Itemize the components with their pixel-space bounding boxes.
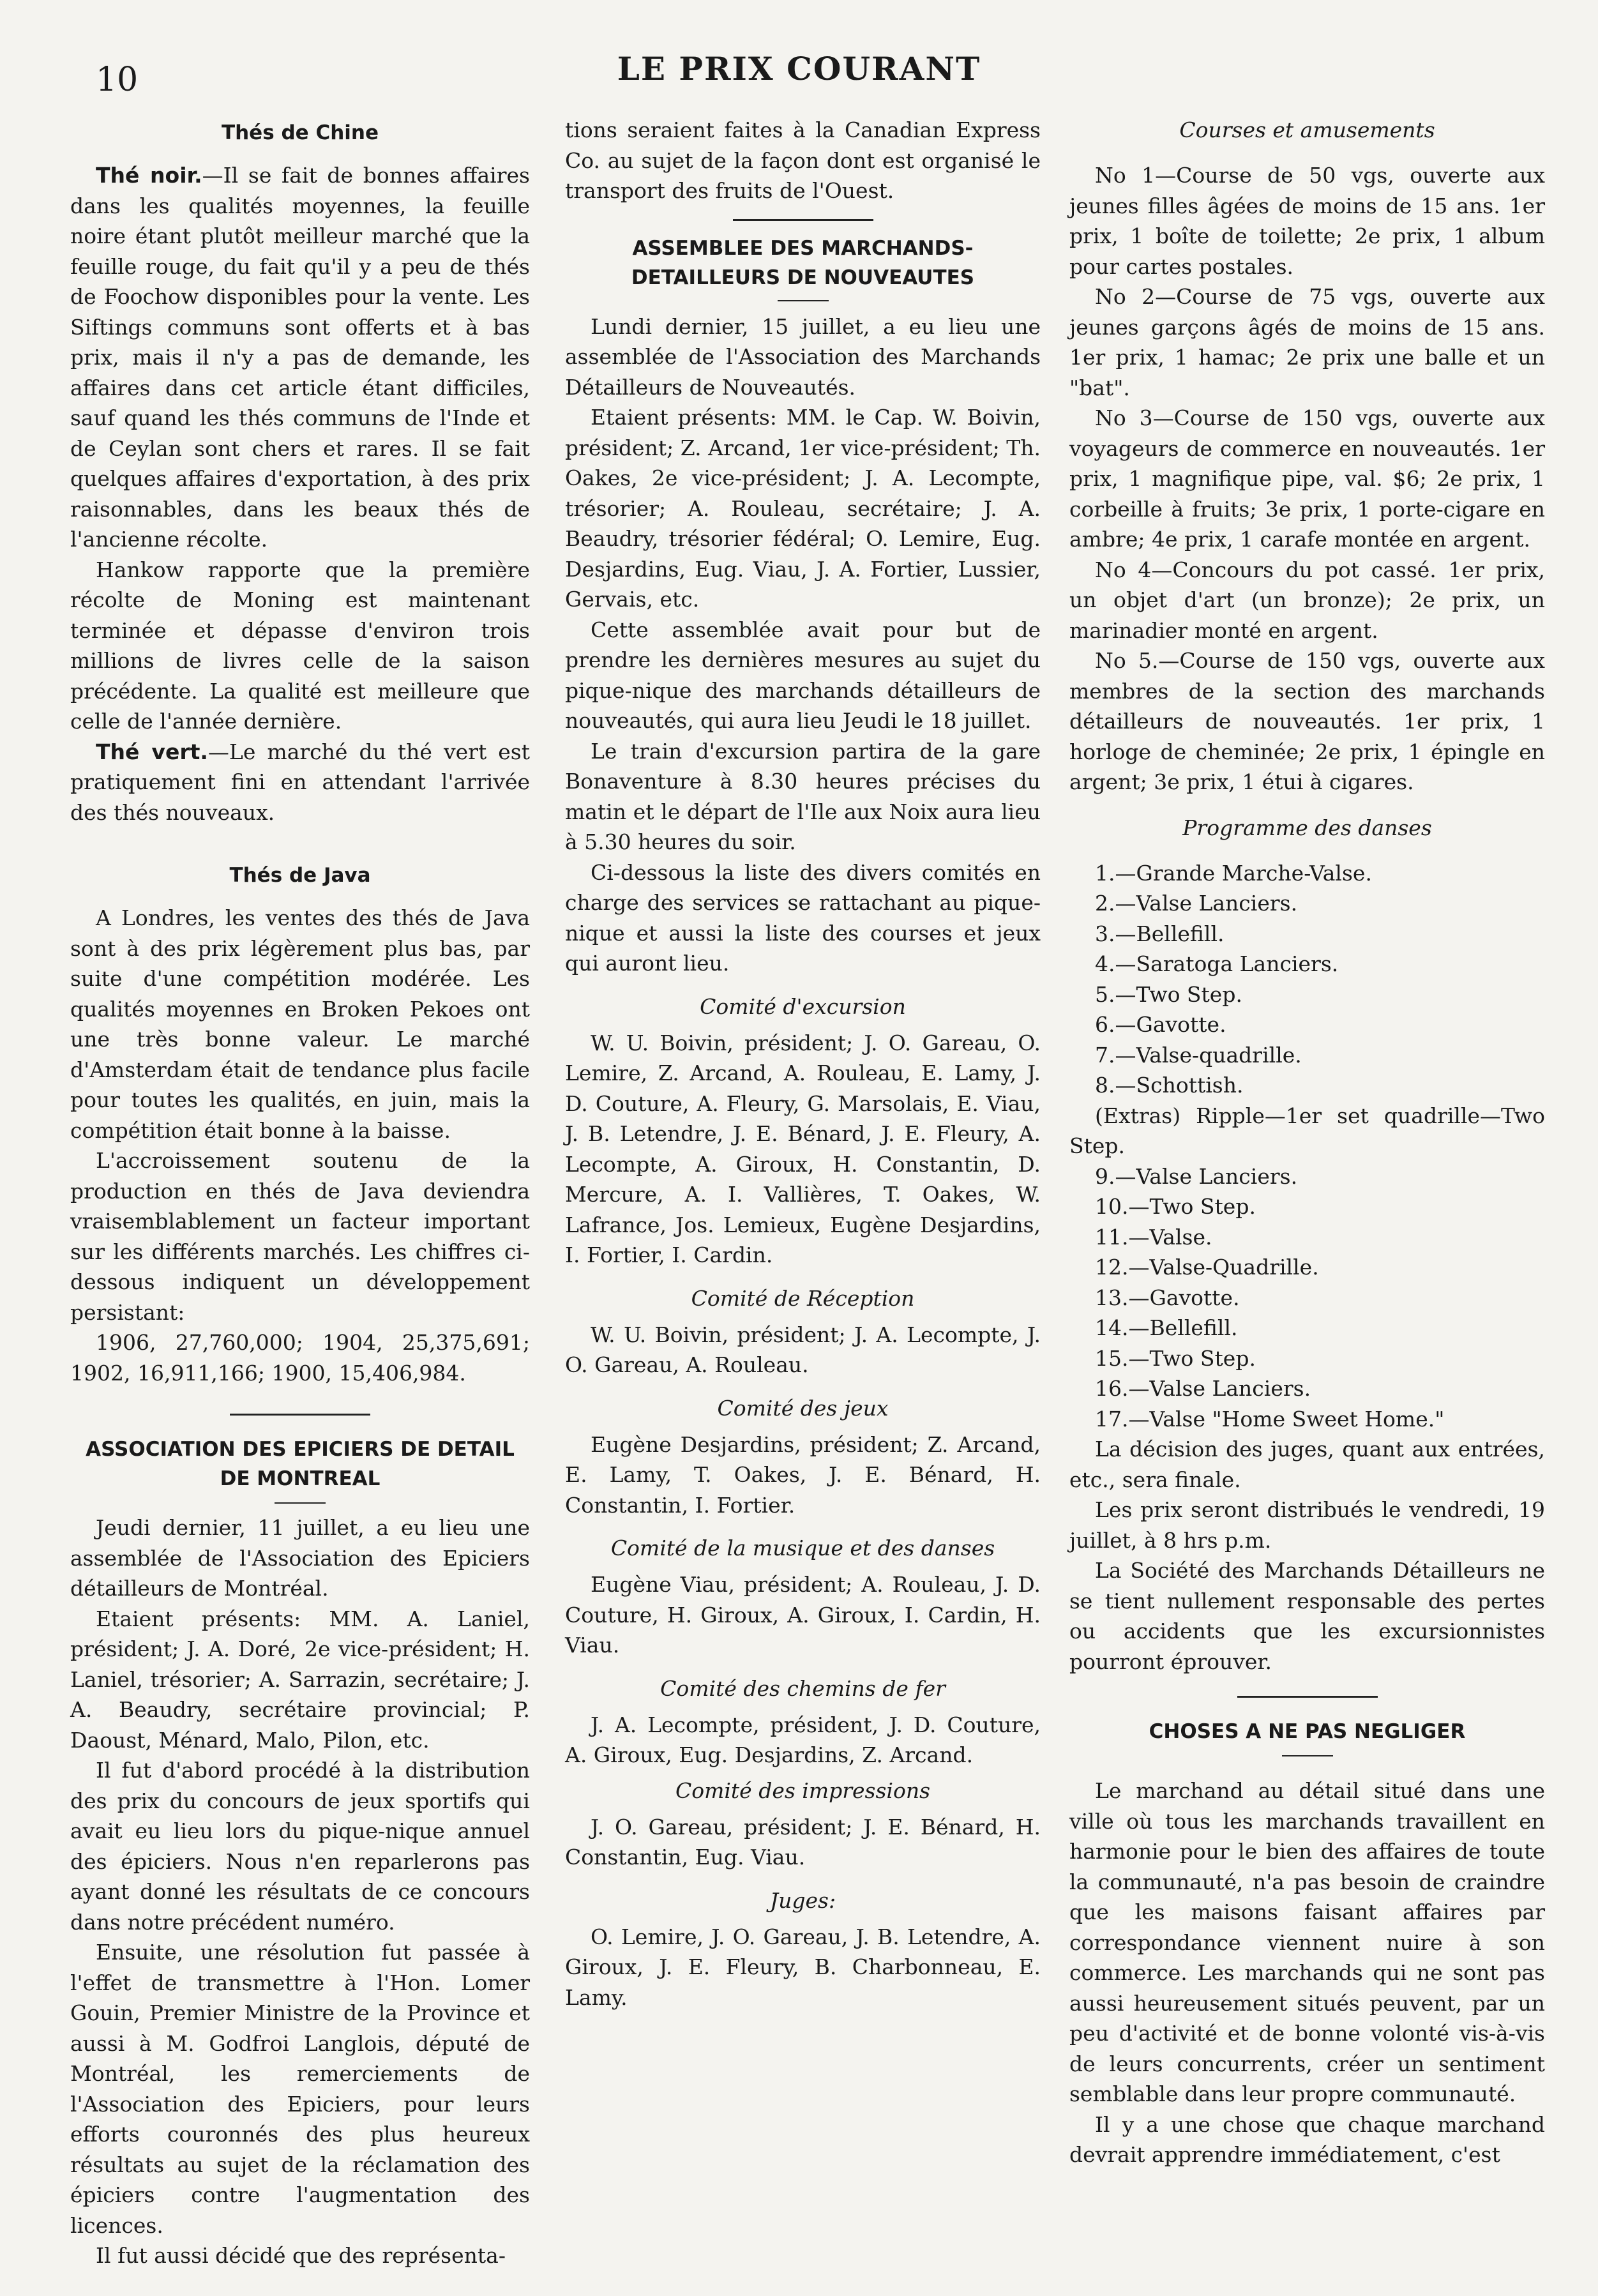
- committee-members: Eugène Viau, président; A. Rouleau, J. D. Couture, H. Giroux, A. Giroux, I. Cardin, H. Viau.: [565, 1572, 1041, 1658]
- dance-list: [1069, 1161, 1545, 1435]
- paragraph: L'accroissement soutenu de la production en thés de Java deviendra vraisemblablement un facteur important sur les différents marchés. Les chiffres ci-dessous indiquent un développement persistant:: [70, 1148, 530, 1325]
- race-item: No 4—Concours du pot cassé. 1er prix, un objet d'art (un bronze); 2e prix, un marinadier monté en argent.: [1069, 557, 1545, 643]
- committee-title: Comité des jeux: [717, 1395, 889, 1421]
- paragraph: Ci-dessous la liste des divers comités en charge des services se rattachant au pique-nique et aussi la liste des courses et jeux qui auront lieu.: [565, 859, 1041, 976]
- section-title-thes-de-java: Thés de Java: [229, 864, 371, 887]
- dance-item: 7.—Valse-quadrille.: [1095, 1042, 1302, 1068]
- paragraph: Etaient présents: MM. A. Laniel, président; J. A. Doré, 2e vice-président; H. Laniel, trésorier; A. Sarrazin, secrétaire; J. A. Beaudry, secrétaire provincial; P. Daoust, Ménard, Malo, Pilon, etc.: [70, 1606, 530, 1753]
- committee-members: Eugène Desjardins, président; Z. Arcand, E. Lamy, T. Oakes, J. E. Bénard, H. Constantin, I. Fortier.: [565, 1431, 1041, 1518]
- committee-members: J. O. Gareau, président; J. E. Bénard, H. Constantin, Eug. Viau.: [565, 1814, 1041, 1869]
- title-rule: [778, 300, 829, 301]
- paragraph: Le train d'excursion partira de la gare Bonaventure à 8.30 heures précises du matin et le départ de l'Ile aux Noix aura lieu à 5.30 heures du soir.: [565, 738, 1041, 854]
- section-rule: [1237, 1696, 1378, 1698]
- column-3: [1069, 115, 1545, 2170]
- paragraph: Il y a une chose que chaque marchand devrait apprendre immédiatement, c'est: [1069, 2111, 1545, 2167]
- dance-item: 16.—Valse Lanciers.: [1095, 1376, 1311, 1401]
- section-rule: [230, 1414, 370, 1416]
- committee-title: Comité de la musique et des danses: [610, 1536, 995, 1560]
- section-title-association-epiciers: ASSOCIATION DES EPICIERS DE DETAIL DE MONTREAL: [86, 1438, 515, 1490]
- paragraph: Cette assemblée avait pour but de prendre les dernières mesures au sujet du pique-nique des marchands détailleurs de nouveautés, qui aura lieu Jeudi le 18 juillet.: [565, 617, 1041, 733]
- lead-the-vert: Thé vert.: [96, 739, 208, 764]
- paragraph: Etaient présents: MM. le Cap. W. Boivin, président; Z. Arcand, 1er vice-président; Th. Oakes, 2e vice-président; J. A. Lecompte, trésorier; A. Rouleau, secrétaire; J. A. Beaudry, trésorier fédéral; O. Lemire, Eug. Desjardins, Eug. Viau, J. A. Fortier, Lussier, Gervais, etc.: [565, 405, 1041, 612]
- dance-item: 2.—Valse Lanciers.: [1095, 891, 1298, 916]
- title-rule: [1282, 1755, 1333, 1756]
- section-title-programme-danses: Programme des danses: [1182, 815, 1432, 840]
- paragraph: A Londres, les ventes des thés de Java sont à des prix légèrement plus bas, par suite d'une compétition modérée. Les qualités moyennes en Broken Pekoes ont une très bonne valeur. Le marché d'Amsterdam était de tendance plus facile pour toutes les qualités, en juin, mais la compétition était bonne à la baisse.: [70, 905, 530, 1143]
- paragraph: 1906, 27,760,000; 1904, 25,375,691; 1902, 16,911,166; 1900, 15,406,984.: [70, 1330, 530, 1386]
- race-item: No 3—Course de 150 vgs, ouverte aux voyageurs de commerce en nouveautés. 1er prix, 1 magnifique pipe, val. $6; 2e prix, 1 corbeille à fruits; 3e prix, 1 porte-cigare en ambre; 4e prix, 1 carafe montée en argent.: [1069, 405, 1545, 552]
- dance-item: 6.—Gavotte.: [1095, 1012, 1226, 1037]
- section-rule: [733, 219, 873, 221]
- paragraph: Ensuite, une résolution fut passée à l'effet de transmettre à l'Hon. Lomer Gouin, Premier Ministre de la Province et aussi à M. Godfroi Langlois, député de Montréal, les remerciements de l'Association des Epiciers, pour leurs efforts couronnés des plus heureux résultats au sujet de la réclamation des épiciers contre l'augmentation des licences.: [70, 1940, 530, 2238]
- paragraph: La Société des Marchands Détailleurs ne se tient nullement responsable des pertes ou accidents que les excursionnistes pourront éprouver.: [1069, 1558, 1545, 1674]
- paragraph: La décision des juges, quant aux entrées, etc., sera finale.: [1069, 1437, 1545, 1492]
- paragraph: Le marchand au détail situé dans une ville où tous les marchands travaillent en harmonie pour le bien des affaires de toute la communauté, n'a pas besoin de craindre que les maisons faisant affaires par correspondance viennent nuire à son commerce. Les marchands qui ne sont pas aussi heureusement situés peuvent, par un peu d'activité et de bonne volonté vis-à-vis de leurs concurrents, créer un sentiment semblable dans leur propre communauté.: [1069, 1778, 1545, 2106]
- dance-item: 11.—Valse.: [1095, 1224, 1212, 1250]
- committee-title: Comité de Réception: [691, 1285, 915, 1311]
- section-title-assemblee-marchands: ASSEMBLEE DES MARCHANDS-DETAILLEURS DE NOUVEAUTES: [631, 236, 975, 289]
- race-item: No 2—Course de 75 vgs, ouverte aux jeunes garçons âgés de moins de 15 ans. 1er prix, 1 hamac; 2e prix une balle et un "bat".: [1069, 284, 1545, 400]
- paragraph: Lundi dernier, 15 juillet, a eu lieu une assemblée de l'Association des Marchands Détailleurs de Nouveautés.: [565, 313, 1041, 400]
- paragraph: Thé vert.—Le marché du thé vert est pratiquement fini en attendant l'arrivée des thés nouveaux.: [70, 739, 530, 825]
- committee-title: Comité d'excursion: [700, 993, 906, 1019]
- column-1: [70, 118, 530, 2271]
- committee-members: J. A. Lecompte, président, J. D. Couture, A. Giroux, Eug. Desjardins, Z. Arcand.: [565, 1712, 1041, 1767]
- section-title-choses: CHOSES A NE PAS NEGLIGER: [1149, 1720, 1466, 1743]
- dance-item: 15.—Two Step.: [1095, 1345, 1256, 1371]
- page-number: 10: [96, 61, 139, 99]
- paragraph: tions seraient faites à la Canadian Express Co. au sujet de la façon dont est organisé le transport des fruits de l'Ouest.: [565, 117, 1041, 203]
- section-title-thes-de-chine: Thés de Chine: [221, 121, 379, 144]
- paragraph: Les prix seront distribués le vendredi, 19 juillet, à 8 hrs p.m.: [1069, 1497, 1545, 1553]
- dance-item: 4.—Saratoga Lanciers.: [1095, 951, 1339, 976]
- dance-item: 10.—Two Step.: [1095, 1194, 1256, 1219]
- lead-the-noir: Thé noir.: [96, 163, 202, 188]
- section-title-courses: Courses et amusements: [1179, 117, 1435, 142]
- committee-members: O. Lemire, J. O. Gareau, J. B. Letendre, A. Giroux, J. E. Fleury, B. Charbonneau, E. Lamy.: [565, 1924, 1041, 2010]
- race-item: No 1—Course de 50 vgs, ouverte aux jeunes filles âgées de moins de 15 ans. 1er prix, 1 boîte de toilette; 2e prix, 1 album pour cartes postales.: [1069, 163, 1545, 279]
- column-2: [565, 115, 1041, 2013]
- committee-members: W. U. Boivin, président; J. A. Lecompte, J. O. Gareau, A. Rouleau.: [565, 1322, 1041, 1377]
- title-rule: [275, 1502, 326, 1504]
- dance-item: 13.—Gavotte.: [1095, 1285, 1240, 1310]
- dance-item: 12.—Valse-Quadrille.: [1095, 1255, 1319, 1280]
- dance-item: 17.—Valse "Home Sweet Home.": [1095, 1406, 1445, 1431]
- paragraph: Il fut d'abord procédé à la distribution des prix du concours de jeux sportifs qui avait eu lieu lors du pique-nique annuel des épiciers. Nous n'en reparlerons pas ayant donné les résultats de ce concours dans notre précédent numéro.: [70, 1758, 530, 1935]
- race-item: No 5.—Course de 150 vgs, ouverte aux membres de la section des marchands détailleurs de nouveautés. 1er prix, 1 horloge de cheminée; 2e prix, 1 épingle en argent; 3e prix, 1 étui à cigares.: [1069, 648, 1545, 794]
- paragraph: Thé noir.—Il se fait de bonnes affaires dans les qualités moyennes, la feuille noire étant plutôt meilleur marché que la feuille rouge, du fait qu'il y a peu de thés de Foochow disponibles pour la vente. Les Siftings communs sont offerts et à bas prix, mais il n'y a pas de demande, les affaires dans cet article étant difficiles, sauf quand les thés communs de l'Inde et de Ceylan sont chers et rares. Il se fait quelques affaires d'exportation, à des prix raisonnables, dans les beaux thés de l'ancienne récolte.: [70, 163, 530, 552]
- paragraph: Hankow rapporte que la première récolte de Moning est maintenant terminée et dépasse d'environ trois millions de livres celle de la saison précédente. La qualité est meilleure que celle de l'année dernière.: [70, 557, 530, 734]
- dance-list: [1069, 858, 1545, 1101]
- paragraph: Jeudi dernier, 11 juillet, a eu lieu une assemblée de l'Association des Epiciers détailleurs de Montréal.: [70, 1515, 530, 1601]
- committee-members: W. U. Boivin, président; J. O. Gareau, O. Lemire, Z. Arcand, A. Rouleau, E. Lamy, J. D. Couture, A. Fleury, G. Marsolais, E. Viau, J. B. Letendre, J. E. Bénard, J. E. Fleury, A. Lecompte, A. Giroux, H. Constantin, D. Mercure, A. I. Vallières, T. Oakes, W. Lafrance, Jos. Lemieux, Eugène Desjardins, I. Fortier, I. Cardin.: [565, 1030, 1041, 1267]
- dance-item: 14.—Bellefill.: [1095, 1315, 1238, 1340]
- dance-item: 8.—Schottish.: [1095, 1073, 1244, 1098]
- paragraph: Il fut aussi décidé que des représenta-: [96, 2243, 506, 2268]
- committee-title: Comité des impressions: [675, 1778, 931, 1803]
- dance-item: 1.—Grande Marche-Valse.: [1095, 860, 1372, 886]
- dance-extras: (Extras) Ripple—1er set quadrille—Two Step.: [1069, 1103, 1545, 1158]
- committee-title: Juges:: [769, 1887, 836, 1913]
- dance-item: 3.—Bellefill.: [1095, 921, 1225, 946]
- running-title: LE PRIX COURANT: [617, 50, 981, 87]
- dance-item: 9.—Valse Lanciers.: [1095, 1163, 1298, 1189]
- dance-item: 5.—Two Step.: [1095, 981, 1242, 1007]
- committee-title: Comité des chemins de fer: [660, 1675, 946, 1701]
